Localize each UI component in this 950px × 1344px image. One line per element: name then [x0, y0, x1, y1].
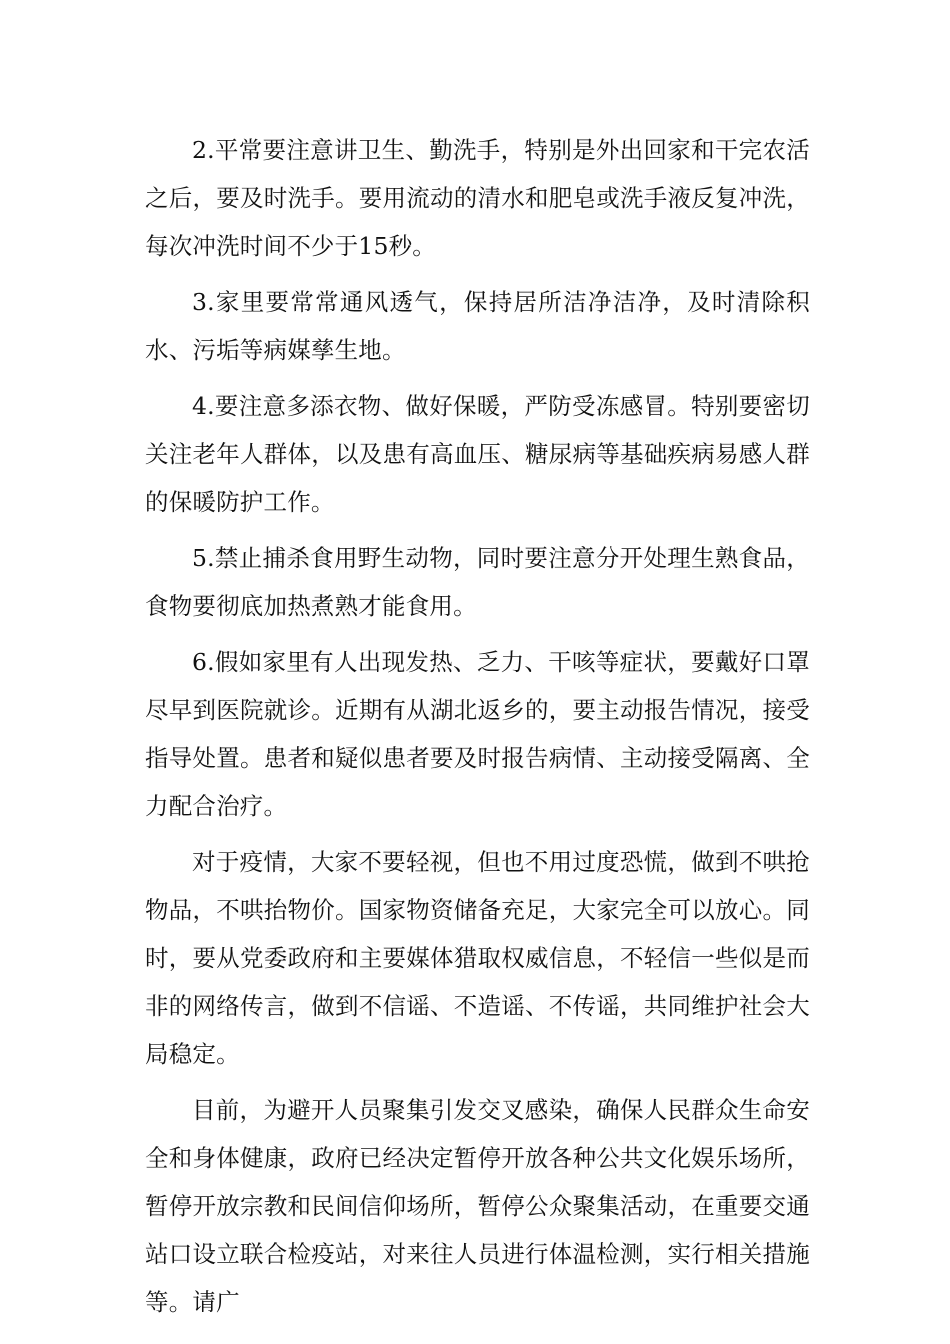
- paragraph-item-5: 5.禁止捕杀食用野生动物，同时要注意分开处理生熟食品，食物要彻底加热煮熟才能食用。: [145, 544, 810, 620]
- paragraph-current-measures: 目前，为避开人员聚集引发交叉感染，确保人民群众生命安全和身体健康，政府已经决定暂停开放各种公共文化娱乐场所，暂停开放宗教和民间信仰场所，暂停公众聚集活动，在重要交通站口设立联合检疫站，对来往人员进行体温检测，实行相关措施等。请广: [145, 1096, 810, 1316]
- paragraph-epidemic-attitude: 对于疫情，大家不要轻视，但也不用过度恐慌，做到不哄抢物品，不哄抬物价。国家物资储备充足，大家完全可以放心。同时，要从党委政府和主要媒体猎取权威信息，不轻信一些似是而非的网络传言，做到不信谣、不造谣、不传谣，共同维护社会大局稳定。: [145, 848, 810, 1068]
- paragraph-item-6: 6.假如家里有人出现发热、乏力、干咳等症状，要戴好口罩尽早到医院就诊。近期有从湖北返乡的，要主动报告情况，接受指导处置。患者和疑似患者要及时报告病情、主动接受隔离、全力配合治疗。: [145, 648, 810, 820]
- paragraph-item-2: 2.平常要注意讲卫生、勤洗手，特别是外出回家和干完农活之后，要及时洗手。要用流动的清水和肥皂或洗手液反复冲洗，每次冲洗时间不少于15秒。: [145, 136, 810, 260]
- paragraph-item-4: 4.要注意多添衣物、做好保暖，严防受冻感冒。特别要密切关注老年人群体，以及患有高血压、糖尿病等基础疾病易感人群的保暖防护工作。: [145, 392, 810, 516]
- document-body: [145, 126, 810, 1326]
- paragraph-item-3: 3.家里要常常通风透气，保持居所洁净洁净，及时清除积水、污垢等病媒孳生地。: [145, 288, 810, 364]
